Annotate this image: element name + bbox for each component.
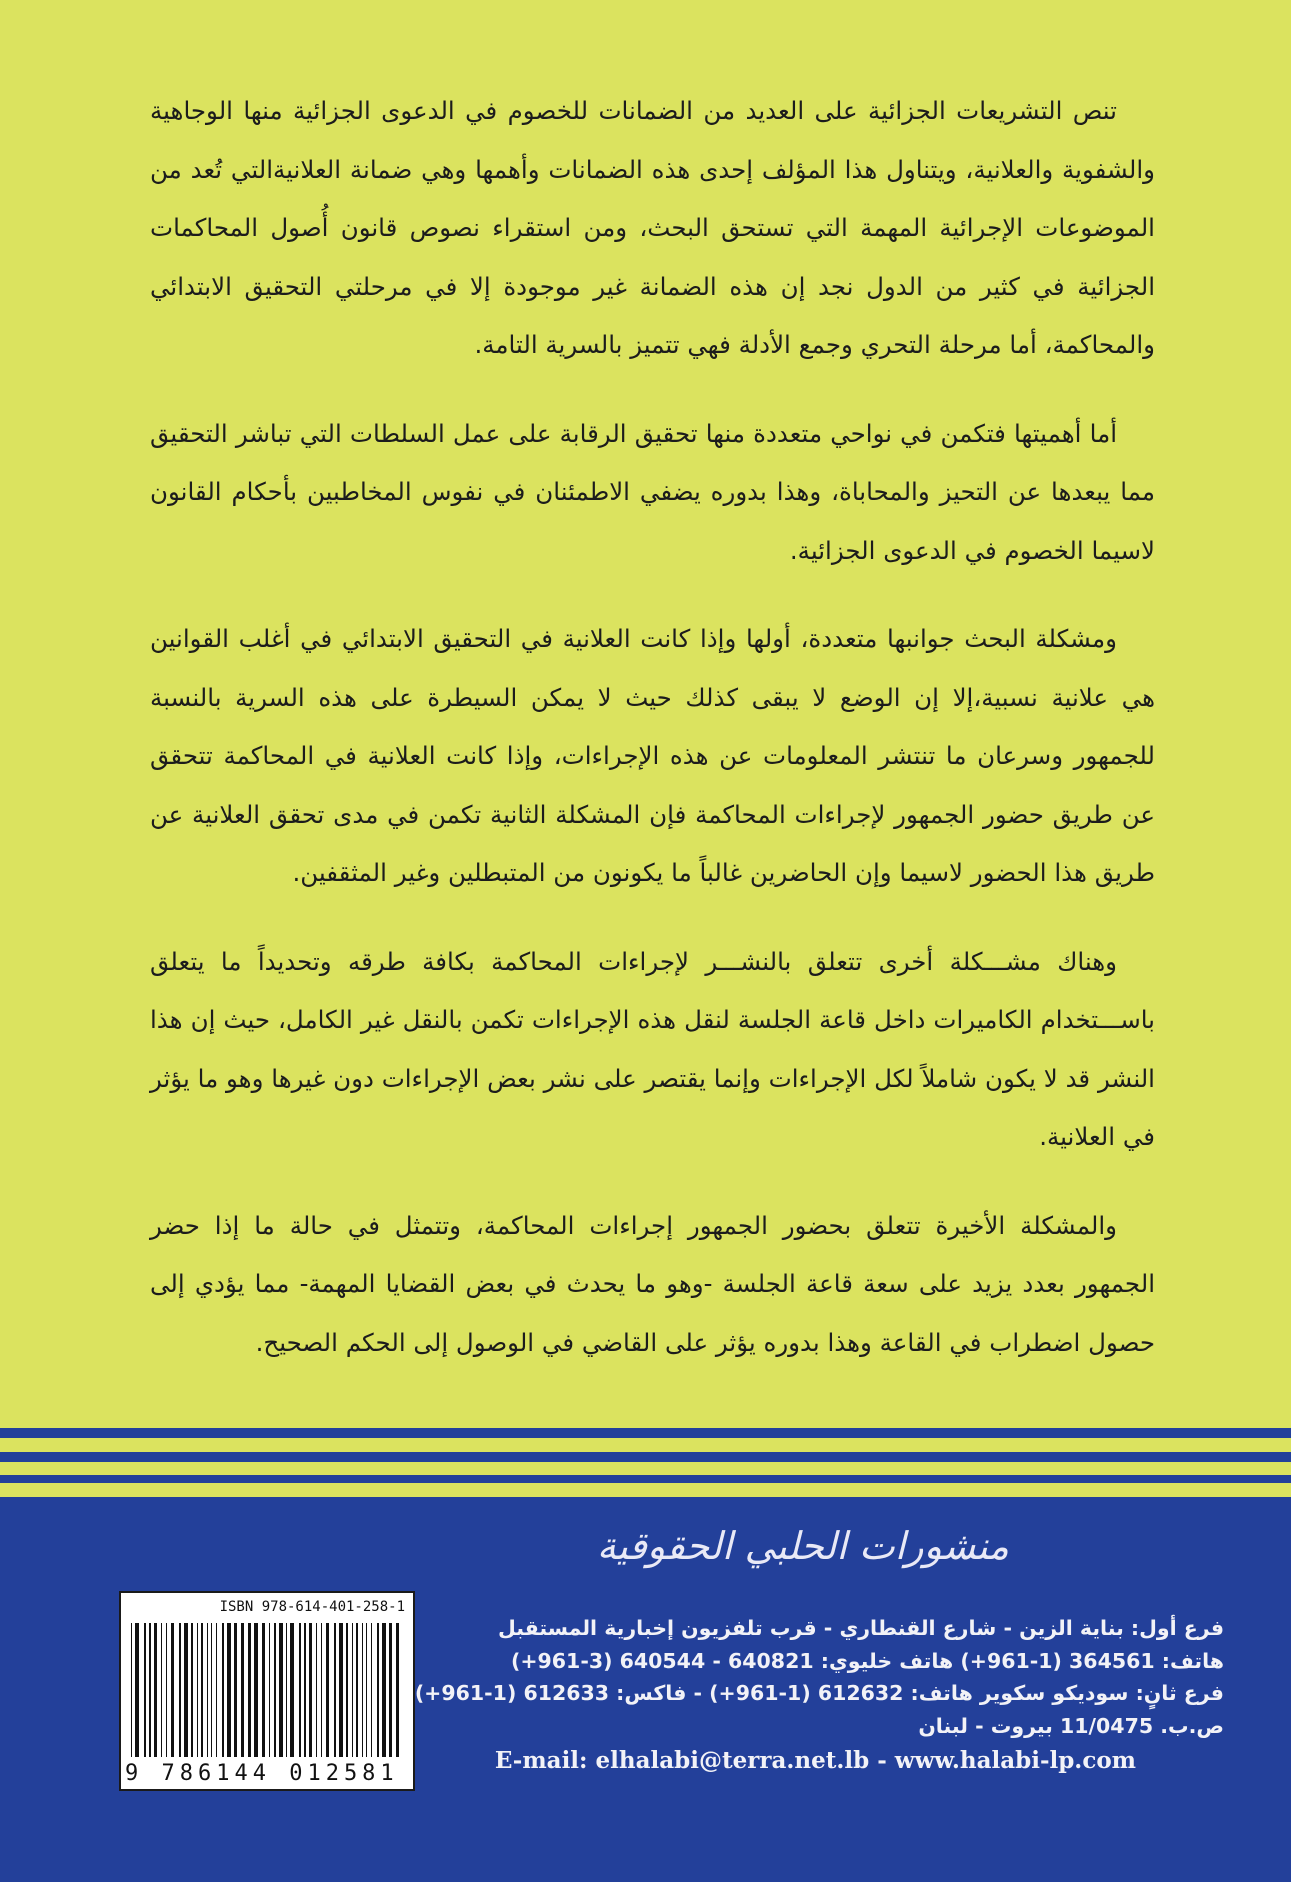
- barcode-digits: 9 786144 012581: [125, 1761, 399, 1786]
- barcode-bar: [184, 1623, 188, 1757]
- barcode-bar: [154, 1623, 157, 1757]
- barcode-bar: [321, 1623, 322, 1757]
- paragraph-3: ومشكلة البحث جوانبها متعددة، أولها وإذا كانت العلانية في التحقيق الابتدائي في أغلب القوانين هي علانية نسبية،إلا إن الوضع لا يبقى كذلك حيث لا يمكن السيطرة على هذه السرية بالنسبة للجمهور وسرعان ما تنتشر المعلومات عن هذه الإجراءات، وإذا كانت العلانية في المحاكمة تتحقق عن طريق حضور الجمهور لإجراءات المحاكمة فإن المشكلة الثانية تكمن في مدى تحقق العلانية عن طريق هذا الحضور لاسيما وإن الحاضرين غالباً ما يكونون من المتبطلين وغير المثقفين.: [150, 624, 1155, 887]
- barcode-bar: [171, 1623, 174, 1757]
- barcode-bar: [135, 1623, 139, 1757]
- branch-one-phones: هاتف: 364561 (1-961+) هاتف خليوي: 640821 - 640544 (3-961+): [510, 1648, 1224, 1673]
- barcode-bar: [248, 1623, 251, 1757]
- barcode-bar: [144, 1623, 146, 1757]
- barcode-bar: [274, 1623, 276, 1757]
- divider-stripe-1: [0, 1428, 1291, 1438]
- barcode-bar: [279, 1623, 283, 1757]
- barcode-bar: [299, 1623, 301, 1757]
- isbn-barcode: [119, 1591, 415, 1791]
- barcode-bar: [197, 1623, 198, 1757]
- barcode-bar: [389, 1623, 392, 1757]
- barcode-bar: [356, 1623, 358, 1757]
- email-website: E-mail: elhalabi@terra.net.lb - www.halabi-lp.com: [494, 1747, 1136, 1774]
- barcode-bar: [131, 1623, 132, 1757]
- barcode-bar: [346, 1623, 348, 1757]
- barcode-bar: [316, 1623, 317, 1757]
- paragraph-5: والمشكلة الأخيرة تتعلق بحضور الجمهور إجراءات المحاكمة، وتتمثل في حالة ما إذا حضر الجمهور بعدد يزيد على سعة قاعة الجلسة -وهو ما يحدث في بعض القضايا المهمة- مما يؤدي إلى حصول اضطراب في القاعة وهذا بدوره يؤثر على القاضي في الوصول إلى الحكم الصحيح.: [150, 1210, 1155, 1357]
- barcode-bar: [254, 1623, 258, 1757]
- barcode-bar: [396, 1623, 399, 1757]
- publisher-logo: منشورات الحلبي الحقوقية: [596, 1524, 1009, 1568]
- barcode-bar: [161, 1623, 162, 1757]
- barcode-bar: [211, 1623, 212, 1757]
- barcode-bar: [286, 1623, 287, 1757]
- barcode-bar: [262, 1623, 265, 1757]
- back-cover-text: [150, 82, 1155, 1402]
- barcode-bar: [366, 1623, 367, 1757]
- barcode-bar: [179, 1623, 181, 1757]
- paragraph-4: وهناك مشـــكلة أخرى تتعلق بالنشـــر لإجراءات المحاكمة بكافة طرقه وتحديداً ما يتعلق باســـتخدام الكاميرات داخل قاعة الجلسة لنقل هذه الإجراءات تكمن بالنقل غير الكامل، حيث إن هذا النشر قد لا يكون شاملاً لكل الإجراءات وإنما يقتصر على نشر بعض الإجراءات دون غيرها وهو ما يؤثر في العلانية.: [150, 946, 1155, 1151]
- barcode-bar: [309, 1623, 312, 1757]
- branch-one-address: فرع أول: بناية الزين - شارع القنطاري - قرب تلفزيون إخبارية المستقبل: [497, 1616, 1224, 1640]
- barcode-bar: [191, 1623, 193, 1757]
- barcode-bar: [234, 1623, 237, 1757]
- barcode-bar: [241, 1623, 244, 1757]
- paragraph-2: أما أهميتها فتكمن في نواحي متعددة منها تحقيق الرقابة على عمل السلطات التي تباشر التحقيق مما يبعدها عن التحيز والمحاباة، وهذا بدوره يضفي الاطمئنان في نفوس المخاطبين بأحكام القانون لاسيما الخصوم في الدعوى الجزائية.: [150, 418, 1155, 565]
- barcode-bar: [371, 1623, 372, 1757]
- barcode-bar: [377, 1623, 379, 1757]
- barcode-bar: [216, 1623, 217, 1757]
- barcode-bar: [326, 1623, 329, 1757]
- barcode-bar: [227, 1623, 231, 1757]
- barcode-bar: [290, 1623, 294, 1757]
- publisher-address-block: [414, 1612, 1224, 1778]
- paragraph-1: تنص التشريعات الجزائية على العديد من الضمانات للخصوم في الدعوى الجزائية منها الوجاهية والشفوية والعلانية، ويتناول هذا المؤلف إحدى هذه الضمانات وأهمها وهي ضمانة العلانيةالتي تُعد من الموضوعات الإجرائية المهمة التي تستحق البحث، ومن استقراء نصوص قانون أُصول المحاكمات الجزائية في كثير من الدول نجد إن هذه الضمانة غير موجودة إلا في مرحلتي التحقيق الابتدائي والمحاكمة، أما مرحلة التحري وجمع الأدلة فهي تتميز بالسرية التامة.: [150, 96, 1155, 359]
- barcode-bar: [149, 1623, 151, 1757]
- barcode-bar: [201, 1623, 203, 1757]
- barcode-bar: [222, 1623, 224, 1757]
- divider-stripe-3: [0, 1475, 1291, 1483]
- barcode-bar: [334, 1623, 336, 1757]
- barcode-bar: [207, 1623, 208, 1757]
- barcode-bar: [352, 1623, 353, 1757]
- barcode-bar: [304, 1623, 306, 1757]
- barcode-bar: [269, 1623, 270, 1757]
- divider-stripe-2: [0, 1452, 1291, 1462]
- barcode-bar: [382, 1623, 386, 1757]
- branch-two-address: فرع ثانٍ: سوديكو سكوير هاتف: 612632 (1-961+) - فاكس: 612633 (1-961+): [414, 1681, 1224, 1705]
- barcode-bar: [339, 1623, 343, 1757]
- isbn-label: ISBN 978-614-401-258-1: [219, 1599, 405, 1615]
- po-box: ص.ب. 11/0475 بيروت - لبنان: [918, 1713, 1224, 1738]
- barcode-bar: [166, 1623, 167, 1757]
- barcode-bars: [125, 1623, 409, 1757]
- barcode-bar: [362, 1623, 363, 1757]
